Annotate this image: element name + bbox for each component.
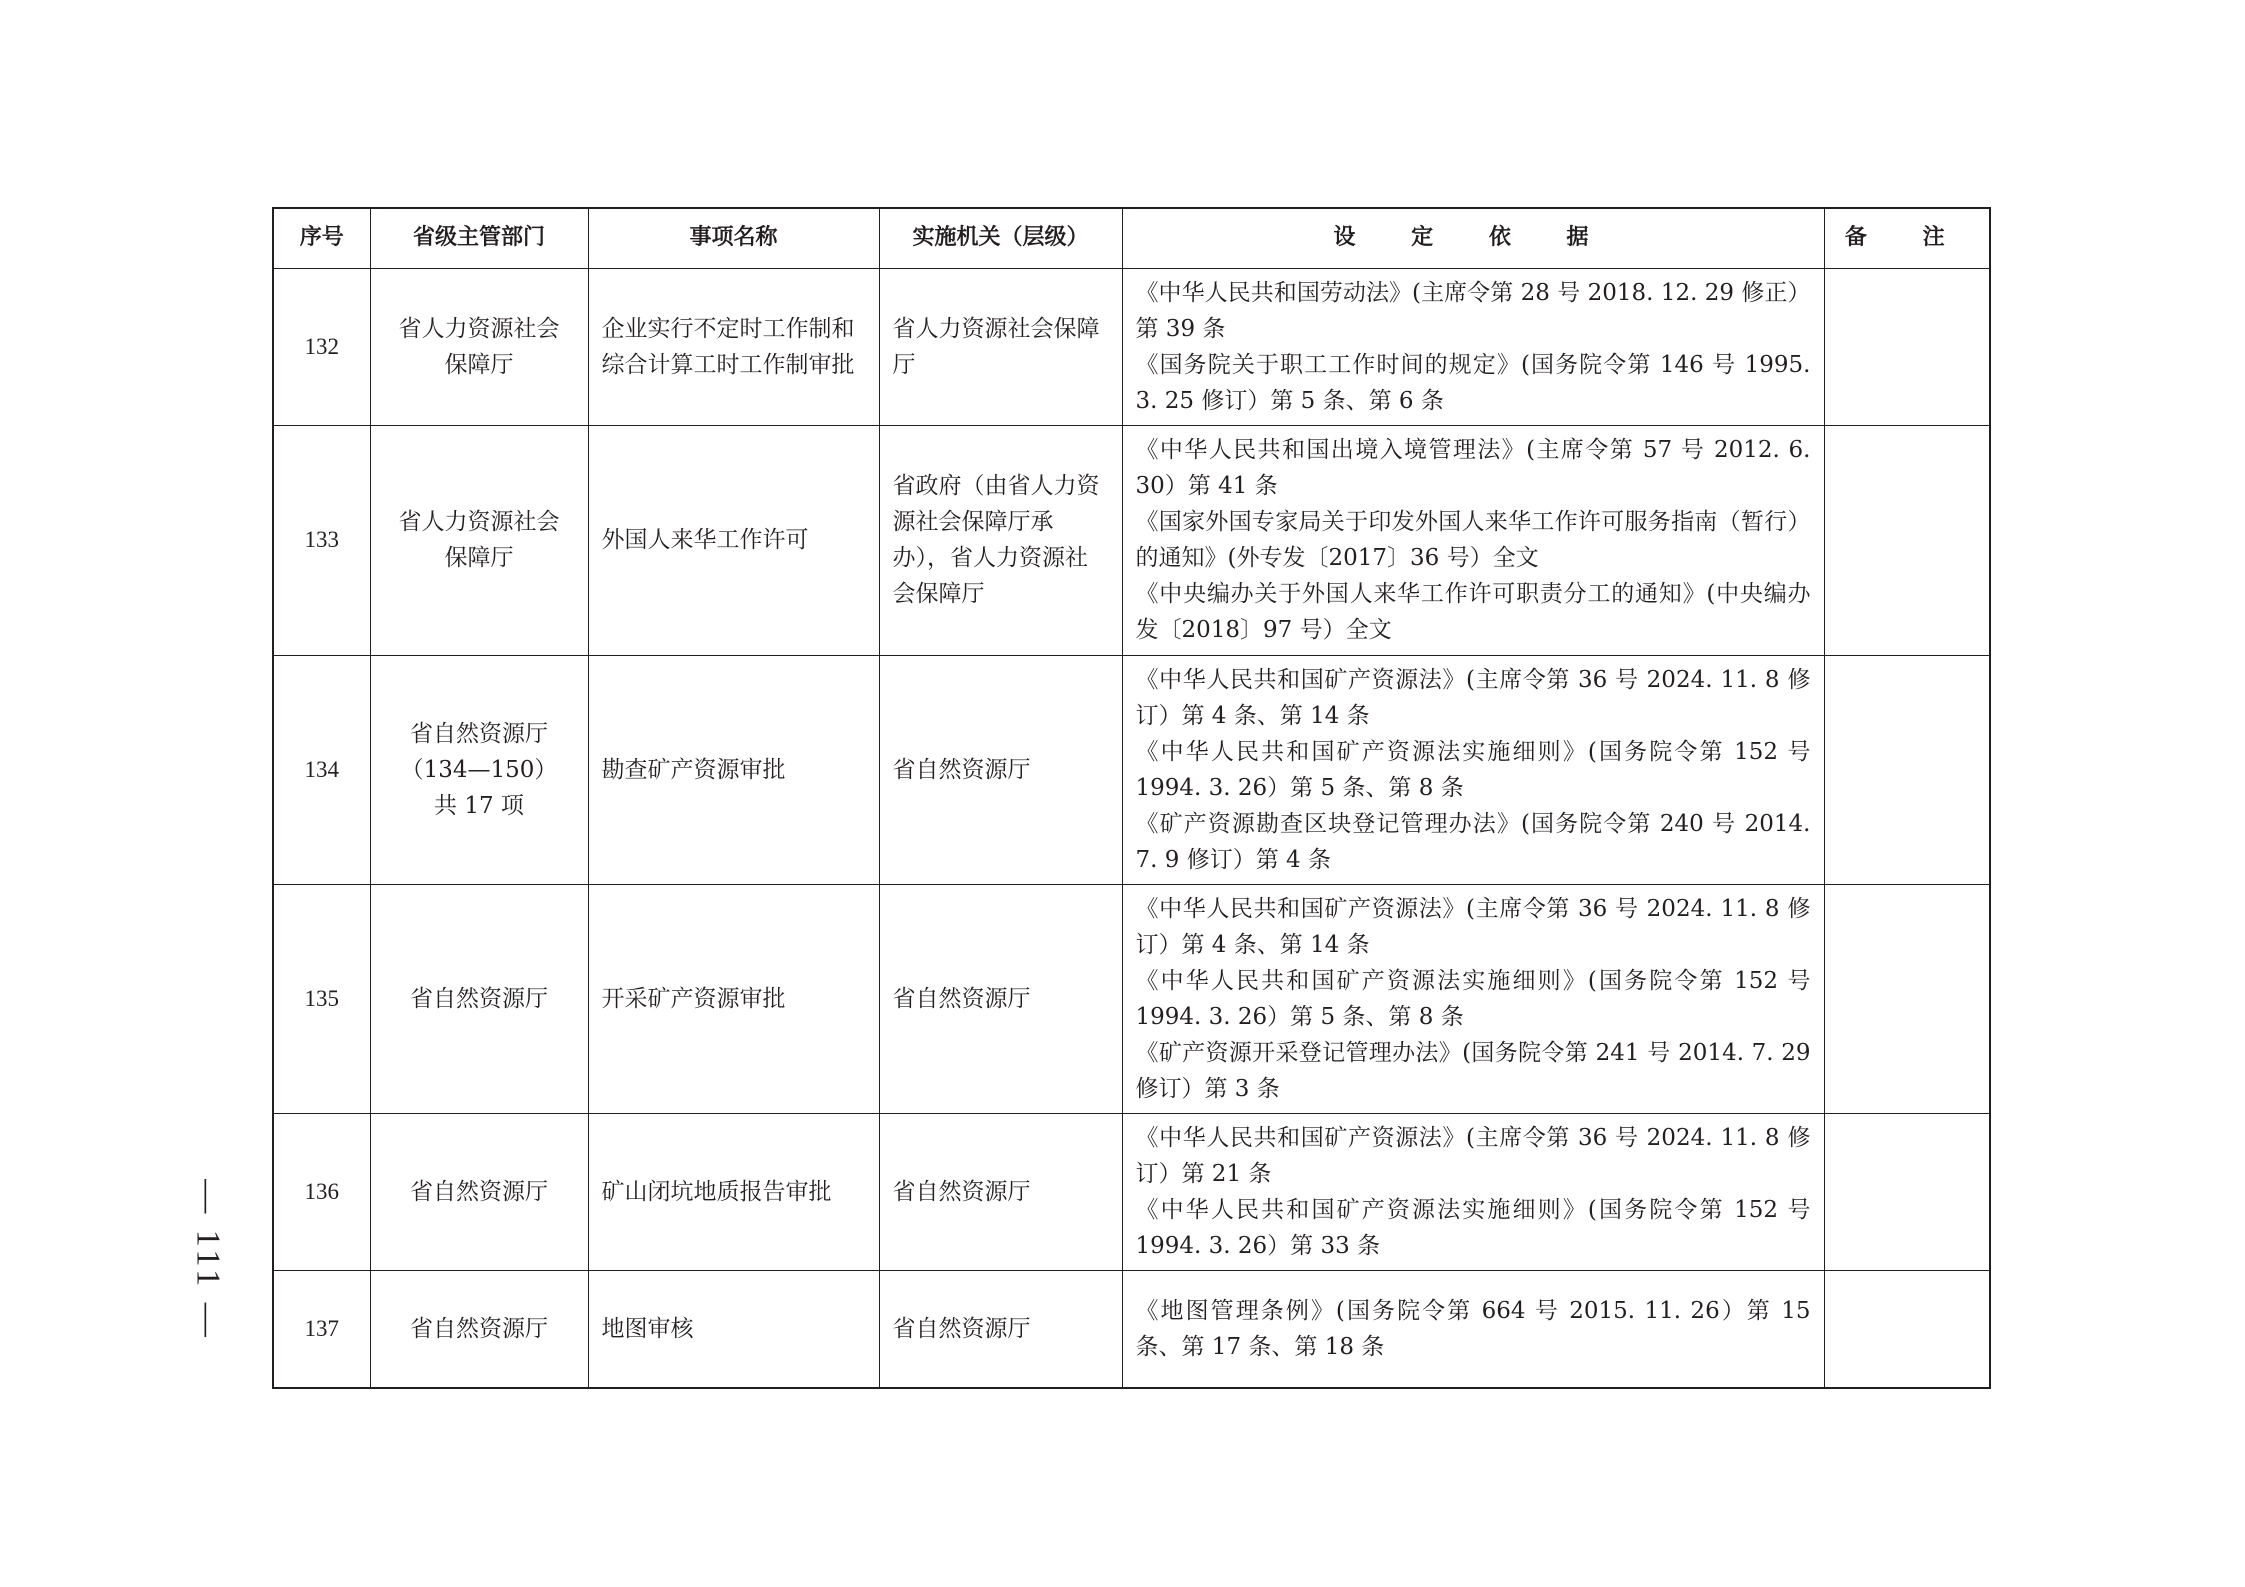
basis-citation: 《中华人民共和国矿产资源法实施细则》(国务院令第 152 号 1994. 3. 26）第 33 条: [1135, 1196, 1811, 1259]
cell-item: 地图审核: [588, 1270, 879, 1388]
cell-item: 外国人来华工作许可: [588, 425, 879, 655]
cell-item: 开采矿产资源审批: [588, 884, 879, 1113]
basis-citation: 《中华人民共和国出境入境管理法》(主席令第 57 号 2012. 6. 30）第 41 条: [1135, 437, 1811, 499]
cell-basis: [1122, 884, 1824, 1113]
cell-remark: [1824, 884, 1990, 1113]
table-row: [273, 268, 1990, 425]
basis-citation: 《中华人民共和国矿产资源法》(主席令第 36 号 2024. 11. 8 修订）第 4 条、第 14 条: [1135, 895, 1811, 958]
page-number: [188, 1170, 228, 1350]
dept-line: 共 17 项: [434, 792, 524, 819]
cell-remark: [1824, 1113, 1990, 1270]
basis-citation: 《矿产资源勘查区块登记管理办法》(国务院令第 240 号 2014. 7. 9 修订）第 4 条: [1135, 810, 1811, 873]
cell-basis: [1122, 1113, 1824, 1270]
cell-seq: 137: [273, 1270, 370, 1388]
header-basis: 设 定 依 据: [1122, 208, 1824, 268]
cell-remark: [1824, 425, 1990, 655]
basis-citation: 《地图管理条例》(国务院令第 664 号 2015. 11. 26）第 15 条、第 17 条、第 18 条: [1135, 1297, 1811, 1360]
basis-citation: 《中华人民共和国矿产资源法》(主席令第 36 号 2024. 11. 8 修订）第 21 条: [1135, 1124, 1811, 1187]
table-row: [273, 425, 1990, 655]
table-body: [273, 268, 1990, 1388]
cell-agency: 省自然资源厅: [879, 1270, 1122, 1388]
dept-line: 省人力资源社会: [398, 315, 560, 342]
table-row: [273, 655, 1990, 884]
basis-citation: 《矿产资源开采登记管理办法》(国务院令第 241 号 2014. 7. 29 修订）第 3 条: [1135, 1039, 1811, 1102]
cell-remark: [1824, 268, 1990, 425]
dept-line: 保障厅: [444, 545, 514, 571]
basis-citation: 《中华人民共和国劳动法》(主席令第 28 号 2018. 12. 29 修正）第 39 条: [1135, 279, 1811, 342]
cell-dept: [370, 1113, 588, 1270]
table-header-row: [273, 208, 1990, 268]
basis-citation: 《中央编办关于外国人来华工作许可职责分工的通知》(中央编办发〔2018〕97 号）全文: [1135, 581, 1811, 643]
cell-agency: 省政府（由省人力资源社会保障厅承办），省人力资源社会保障厅: [879, 425, 1122, 655]
basis-citation: 《中华人民共和国矿产资源法》(主席令第 36 号 2024. 11. 8 修订）第 4 条、第 14 条: [1135, 666, 1811, 729]
dept-line: 省自然资源厅: [410, 985, 548, 1012]
basis-citation: 《中华人民共和国矿产资源法实施细则》(国务院令第 152 号 1994. 3. 26）第 5 条、第 8 条: [1135, 738, 1811, 801]
cell-remark: [1824, 1270, 1990, 1388]
cell-dept: [370, 1270, 588, 1388]
table-row: [273, 884, 1990, 1113]
cell-seq: 132: [273, 268, 370, 425]
cell-item: 企业实行不定时工作制和综合计算工时工作制审批: [588, 268, 879, 425]
cell-seq: 136: [273, 1113, 370, 1270]
cell-basis: [1122, 1270, 1824, 1388]
table-row: [273, 1113, 1990, 1270]
dept-line: 省自然资源厅: [410, 1315, 548, 1342]
cell-seq: 135: [273, 884, 370, 1113]
cell-seq: 134: [273, 655, 370, 884]
cell-dept: [370, 884, 588, 1113]
header-agency: 实施机关（层级）: [879, 208, 1122, 268]
dept-line: 保障厅: [444, 351, 514, 378]
table-row: [273, 1270, 1990, 1388]
cell-dept: [370, 268, 588, 425]
cell-basis: [1122, 425, 1824, 655]
page-number-text: — 111 —: [190, 1179, 228, 1341]
cell-item: 矿山闭坑地质报告审批: [588, 1113, 879, 1270]
cell-agency: 省自然资源厅: [879, 655, 1122, 884]
dept-line: 省自然资源厅: [410, 1178, 548, 1205]
dept-line: 省自然资源厅: [410, 720, 548, 747]
basis-citation: 《中华人民共和国矿产资源法实施细则》(国务院令第 152 号 1994. 3. 26）第 5 条、第 8 条: [1135, 967, 1811, 1030]
cell-agency: 省自然资源厅: [879, 1113, 1122, 1270]
dept-line: 省人力资源社会: [398, 509, 560, 535]
administrative-licensing-table: [272, 207, 1991, 1389]
header-item: 事项名称: [588, 208, 879, 268]
basis-citation: 《国家外国专家局关于印发外国人来华工作许可服务指南（暂行）的通知》(外专发〔2017〕36 号）全文: [1135, 509, 1811, 571]
cell-dept: [370, 655, 588, 884]
cell-seq: 133: [273, 425, 370, 655]
dept-line: （134—150）: [400, 756, 558, 783]
cell-agency: 省自然资源厅: [879, 884, 1122, 1113]
header-remark: 备 注: [1824, 208, 1990, 268]
cell-item: 勘查矿产资源审批: [588, 655, 879, 884]
cell-basis: [1122, 268, 1824, 425]
cell-basis: [1122, 655, 1824, 884]
cell-agency: 省人力资源社会保障厅: [879, 268, 1122, 425]
header-dept: 省级主管部门: [370, 208, 588, 268]
cell-dept: [370, 425, 588, 655]
cell-remark: [1824, 655, 1990, 884]
basis-citation: 《国务院关于职工工作时间的规定》(国务院令第 146 号 1995. 3. 25 修订）第 5 条、第 6 条: [1135, 351, 1811, 414]
header-seq: 序号: [273, 208, 370, 268]
